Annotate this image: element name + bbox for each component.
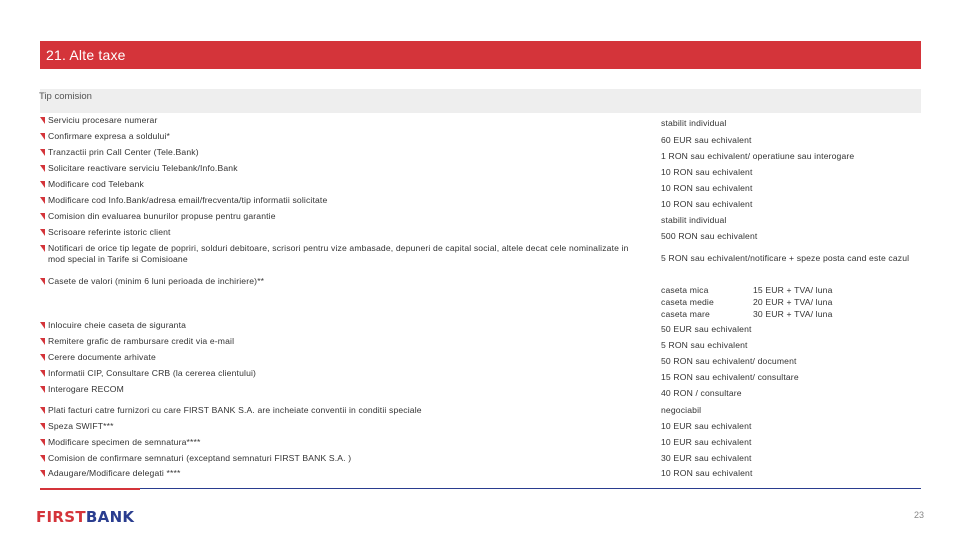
bullet-icon — [40, 181, 45, 188]
bullet-icon — [40, 133, 45, 140]
bullet-icon — [40, 439, 45, 446]
fee-value: 15 RON sau echivalent/ consultare — [661, 372, 799, 382]
fee-label-row: Modificare specimen de semnatura**** — [40, 437, 640, 448]
table-header — [40, 89, 921, 113]
table-row: caseta medie 20 EUR + TVA/ luna — [661, 297, 833, 307]
firstbank-logo: FIRSTBANK — [36, 508, 135, 526]
fee-label-row: Inlocuire cheie caseta de siguranta — [40, 320, 640, 331]
footer-divider-accent-red — [40, 488, 140, 490]
fee-label-row: Serviciu procesare numerar — [40, 115, 640, 126]
section-title: 21. Alte taxe — [46, 47, 126, 63]
fee-label-row: Remitere grafic de rambursare credit via e-mail — [40, 336, 640, 347]
fee-label-row: Modificare cod Info.Bank/adresa email/frecventa/tip informatii solicitate — [40, 195, 640, 206]
bullet-icon — [40, 423, 45, 430]
bullet-icon — [40, 470, 45, 477]
bullet-icon — [40, 229, 45, 236]
fee-value: 10 RON sau echivalent — [661, 199, 753, 209]
fee-value: 10 EUR sau echivalent — [661, 437, 752, 447]
fee-label-row: Cerere documente arhivate — [40, 352, 640, 363]
fee-value: 60 EUR sau echivalent — [661, 135, 752, 145]
table-row: caseta mica 15 EUR + TVA/ luna — [661, 285, 833, 295]
fee-value: 10 RON sau echivalent — [661, 167, 753, 177]
fee-label-row: Comision din evaluarea bunurilor propuse pentru garantie — [40, 211, 640, 222]
bullet-icon — [40, 278, 45, 285]
fee-value: 10 RON sau echivalent — [661, 183, 753, 193]
section-title-bar — [40, 41, 921, 69]
fee-value: 5 RON sau echivalent/notificare + speze posta cand este cazul — [661, 253, 910, 263]
fee-value: 30 EUR sau echivalent — [661, 453, 752, 463]
fee-value: negociabil — [661, 405, 702, 415]
bullet-icon — [40, 370, 45, 377]
safe-deposit-box-prices — [661, 284, 921, 320]
fee-label-row: Comision de confirmare semnaturi (exceptand semnaturi FIRST BANK S.A. ) — [40, 453, 640, 464]
page-number: 23 — [914, 510, 925, 520]
fee-label-row: Casete de valori (minim 6 luni perioada de inchiriere)** — [40, 276, 640, 287]
fee-value: 40 RON / consultare — [661, 388, 742, 398]
fee-label-row: Modificare cod Telebank — [40, 179, 640, 190]
footer-divider-accent-blue — [140, 488, 921, 489]
fee-value: 1 RON sau echivalent/ operatiune sau interogare — [661, 151, 855, 161]
fee-label-row: Confirmare expresa a soldului* — [40, 131, 640, 142]
fee-value: stabilit individual — [661, 215, 727, 225]
bullet-icon — [40, 338, 45, 345]
bullet-icon — [40, 165, 45, 172]
fee-value: 5 RON sau echivalent — [661, 340, 748, 350]
fee-label-row: Solicitare reactivare serviciu Telebank/Info.Bank — [40, 163, 640, 174]
bullet-icon — [40, 197, 45, 204]
fee-label-row: Adaugare/Modificare delegati **** — [40, 468, 640, 479]
bullet-icon — [40, 354, 45, 361]
fee-value: stabilit individual — [661, 118, 727, 128]
fee-label-row: Plati facturi catre furnizori cu care FIRST BANK S.A. are incheiate conventii in conditii speciale — [40, 405, 640, 416]
bullet-icon — [40, 386, 45, 393]
fee-value: 10 EUR sau echivalent — [661, 421, 752, 431]
bullet-icon — [40, 149, 45, 156]
bullet-icon — [40, 407, 45, 414]
fee-label-row: Informatii CIP, Consultare CRB (la cererea clientului) — [40, 368, 640, 379]
fee-value: 50 EUR sau echivalent — [661, 324, 752, 334]
bullet-icon — [40, 322, 45, 329]
fee-label-row: Scrisoare referinte istoric client — [40, 227, 640, 238]
fee-label-row: Tranzactii prin Call Center (Tele.Bank) — [40, 147, 640, 158]
fee-label-row: Notificari de orice tip legate de popriri, solduri debitoare, scrisori pentru vize ambasade, depuneri de capital social, altele decat cele nominalizate in mod special in Tarife si Comisioane — [40, 243, 640, 265]
header-label: Tip comision — [39, 91, 92, 102]
fee-value: 10 RON sau echivalent — [661, 468, 753, 478]
bullet-icon — [40, 213, 45, 220]
fee-label-row: Speza SWIFT*** — [40, 421, 640, 432]
bullet-icon — [40, 455, 45, 462]
table-row: caseta mare 30 EUR + TVA/ luna — [661, 309, 833, 319]
bullet-icon — [40, 117, 45, 124]
fee-value: 500 RON sau echivalent — [661, 231, 758, 241]
bullet-icon — [40, 245, 45, 252]
fee-value: 50 RON sau echivalent/ document — [661, 356, 797, 366]
fee-label-row: Interogare RECOM — [40, 384, 640, 395]
